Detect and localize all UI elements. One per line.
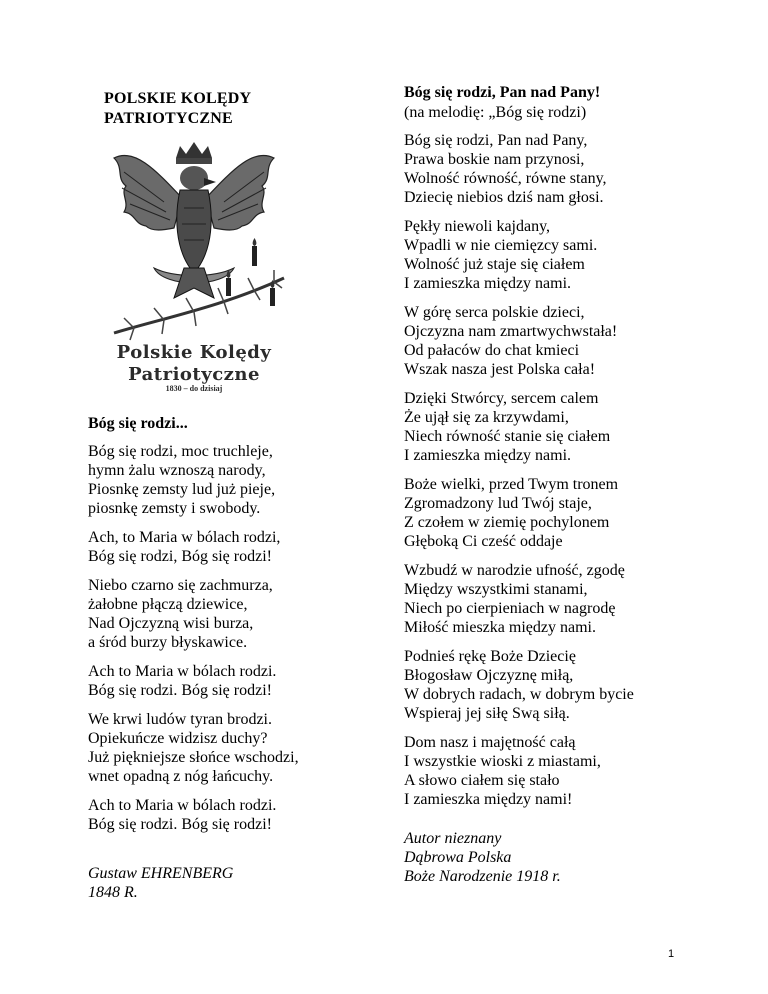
- right-song: [404, 83, 704, 886]
- document-title-line-2: PATRIOTYCZNE: [104, 110, 233, 127]
- left-stanza-3: [88, 576, 368, 652]
- verse-line: Nad Ojczyzną wisi burza,: [88, 615, 254, 632]
- crowned-eagle-icon: [94, 128, 294, 343]
- author-place: Dąbrowa Polska: [404, 849, 512, 866]
- author-date: Boże Narodzenie 1918 r.: [404, 868, 561, 885]
- verse-line: Wspieraj jej siłę Swą siłą.: [404, 705, 570, 722]
- verse-line: Głęboką Ci cześć oddaje: [404, 533, 563, 550]
- verse-line: Dzięki Stwórcy, sercem calem: [404, 390, 599, 407]
- verse-line: Wolność równość, równe stany,: [404, 170, 607, 187]
- author-name: Gustaw EHRENBERG: [88, 865, 234, 882]
- verse-line: Ojczyzna nam zmartwychwstała!: [404, 323, 618, 340]
- eagle-illustration: [94, 128, 294, 393]
- verse-line: Pękły niewoli kajdany,: [404, 218, 551, 235]
- left-stanza-5: [88, 710, 368, 786]
- verse-line: We krwi ludów tyran brodzi.: [88, 711, 272, 728]
- author-year: 1848 R.: [88, 884, 138, 901]
- verse-line: Wzbudź w narodzie ufność, zgodę: [404, 562, 625, 579]
- verse-line: W górę serca polskie dzieci,: [404, 304, 585, 321]
- verse-line: Wpadli w nie ciemięzcy sami.: [404, 237, 598, 254]
- verse-line: piosnkę zemsty i swobody.: [88, 500, 261, 517]
- page-number: 1: [668, 948, 675, 960]
- right-stanza-5: [404, 475, 704, 551]
- verse-line: Już piękniejsze słońce wschodzi,: [88, 749, 299, 766]
- right-song-subtitle: (na melodię: „Bóg się rodzi): [404, 104, 587, 121]
- author-name: Autor nieznany: [404, 830, 502, 847]
- document-title: [104, 89, 251, 129]
- verse-line: Dziecię niebios dziś nam głosi.: [404, 189, 604, 206]
- verse-line: I zamieszka między nami!: [404, 791, 573, 808]
- left-song-author: [88, 864, 368, 902]
- verse-line: Podnieś rękę Boże Dziecię: [404, 648, 576, 665]
- verse-line: W dobrych radach, w dobrym bycie: [404, 686, 634, 703]
- verse-line: hymn żalu wznoszą narody,: [88, 462, 266, 479]
- verse-line: Dom nasz i majętność całą: [404, 734, 576, 751]
- document-title-line-1: POLSKIE KOLĘDY: [104, 90, 252, 107]
- verse-line: wnet opadną z nóg łańcuchy.: [88, 768, 274, 785]
- verse-line: Ach to Maria w bólach rodzi.: [88, 797, 277, 814]
- verse-line: Od pałaców do chat kmieci: [404, 342, 580, 359]
- left-stanza-2: [88, 528, 368, 566]
- left-song-title: Bóg się rodzi...: [88, 415, 188, 432]
- verse-line: Między wszystkimi stanami,: [404, 581, 588, 598]
- verse-line: żałobne płączą dziewice,: [88, 596, 248, 613]
- right-stanza-7: [404, 647, 704, 723]
- verse-line: Że ujął się za krzywdami,: [404, 409, 569, 426]
- verse-line: Prawa boskie nam przynosi,: [404, 151, 585, 168]
- right-stanza-3: [404, 303, 704, 379]
- verse-line: Zgromadzony lud Twój staje,: [404, 495, 592, 512]
- verse-line: Miłość mieszka między nami.: [404, 619, 596, 636]
- right-stanza-2: [404, 217, 704, 293]
- verse-line: Ach, to Maria w bólach rodzi,: [88, 529, 281, 546]
- verse-line: I zamieszka między nami.: [404, 275, 572, 292]
- verse-line: Błogosław Ojczyznę miłą,: [404, 667, 574, 684]
- verse-line: Boże wielki, przed Twym tronem: [404, 476, 619, 493]
- right-song-title: Bóg się rodzi, Pan nad Pany!: [404, 84, 601, 101]
- right-song-author: [404, 829, 704, 886]
- verse-line: Bóg się rodzi. Bóg się rodzi!: [88, 682, 272, 699]
- verse-line: I wszystkie wioski z miastami,: [404, 753, 601, 770]
- verse-line: Bóg się rodzi. Bóg się rodzi!: [88, 816, 272, 833]
- right-stanza-4: [404, 389, 704, 465]
- right-stanza-1: [404, 131, 704, 207]
- right-stanza-6: [404, 561, 704, 637]
- verse-line: Niech równość stanie się ciałem: [404, 428, 611, 445]
- right-stanza-8: [404, 733, 704, 809]
- illustration-caption-line-2: Patriotyczne: [128, 364, 260, 385]
- verse-line: I zamieszka między nami.: [404, 447, 572, 464]
- verse-line: Z czołem w ziemię pochylonem: [404, 514, 610, 531]
- verse-line: Wszak nasza jest Polska cała!: [404, 361, 596, 378]
- left-stanza-4: [88, 662, 368, 700]
- left-song: [88, 414, 368, 902]
- verse-line: Wolność już staje się ciałem: [404, 256, 585, 273]
- verse-line: A słowo ciałem się stało: [404, 772, 560, 789]
- verse-line: Bóg się rodzi, moc truchleje,: [88, 443, 273, 460]
- left-stanza-6: [88, 796, 368, 834]
- verse-line: Niech po cierpieniach w nagrodę: [404, 600, 616, 617]
- verse-line: a śród burzy błyskawice.: [88, 634, 248, 651]
- verse-line: Bóg się rodzi, Pan nad Pany,: [404, 132, 588, 149]
- illustration-caption-line-3: 1830 – do dzisiaj: [165, 384, 223, 393]
- verse-line: Opiekuńcze widzisz duchy?: [88, 730, 268, 747]
- verse-line: Bóg się rodzi, Bóg się rodzi!: [88, 548, 272, 565]
- verse-line: Ach to Maria w bólach rodzi.: [88, 663, 277, 680]
- verse-line: Niebo czarno się zachmurza,: [88, 577, 273, 594]
- illustration-caption-line-1: Polskie Kolędy: [116, 342, 272, 363]
- left-stanza-1: [88, 442, 368, 518]
- verse-line: Piosnkę zemsty lud już pieje,: [88, 481, 276, 498]
